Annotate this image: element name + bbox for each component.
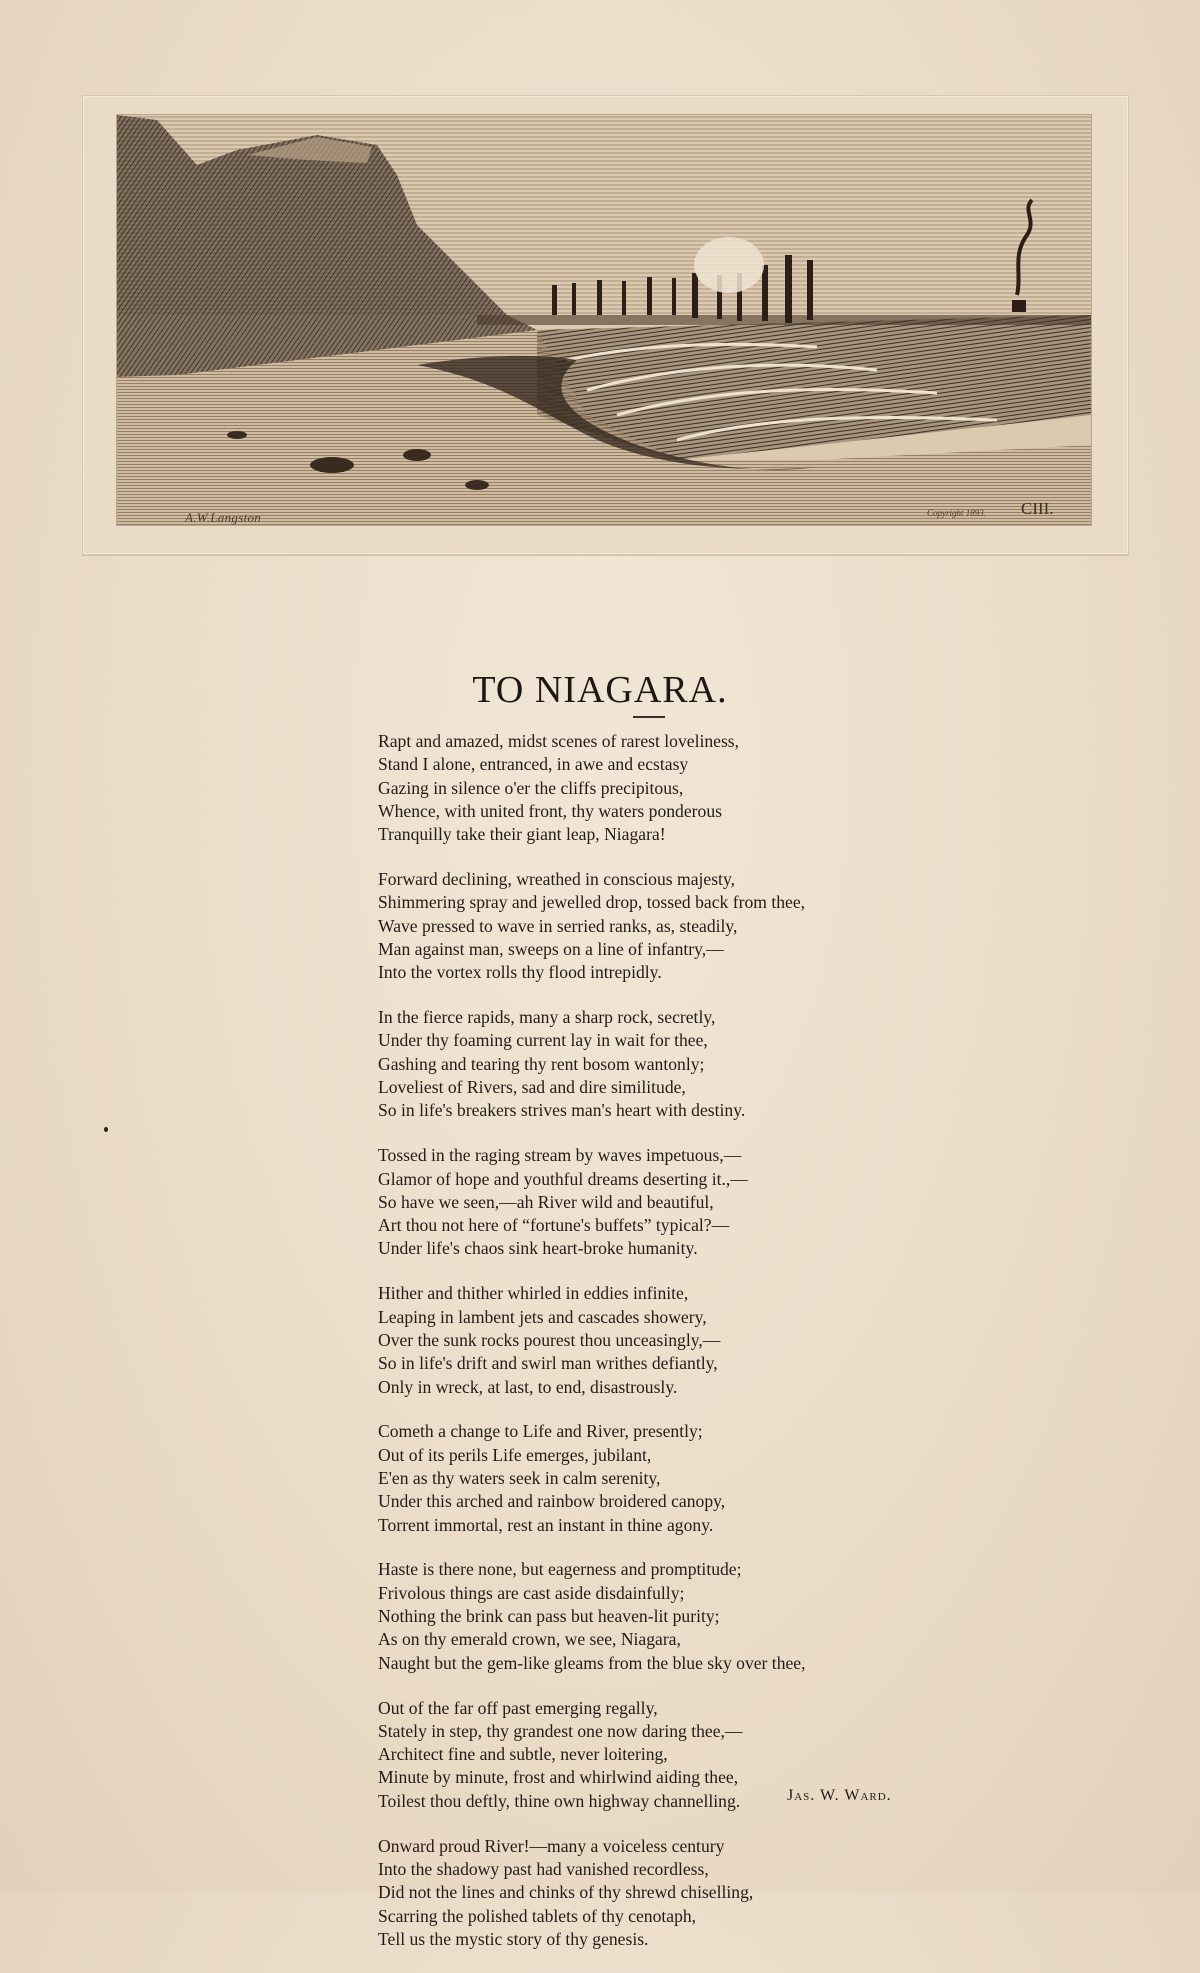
poem-line: Rapt and amazed, midst scenes of rarest loveliness, (378, 731, 740, 751)
poem-line: Loveliest of Rivers, sad and dire similitude, (378, 1077, 686, 1098)
stanza (378, 1835, 918, 1951)
poem-line: Under thy foaming current lay in wait for thee, (378, 1030, 708, 1051)
poem-line: Under this arched and rainbow broidered canopy, (378, 1491, 726, 1512)
poem-line: Gazing in silence o'er the cliffs precipitous, (378, 777, 684, 798)
poem-line: Scarring the polished tablets of thy cenotaph, (378, 1905, 697, 1926)
poem-line: Tranquilly take their giant leap, Niagara! (378, 824, 666, 845)
poem-line: Stately in step, thy grandest one now daring thee,— (378, 1720, 743, 1741)
poem-line: Onward proud River!—many a voiceless century (378, 1835, 725, 1856)
poem-line: As on thy emerald crown, we see, Niagara, (378, 1629, 681, 1650)
stanza (378, 1558, 918, 1674)
paper-blemish (104, 1127, 108, 1132)
poem-line: Out of the far off past emerging regally, (378, 1697, 658, 1718)
stanza (378, 730, 918, 846)
poem-line: E'en as thy waters seek in calm serenity, (378, 1467, 661, 1488)
poem-line: Wave pressed to wave in serried ranks, as, steadily, (378, 915, 738, 936)
poem-line: Cometh a change to Life and River, presently; (378, 1421, 703, 1442)
poem-line: Naught but the gem-like gleams from the blue sky over thee, (378, 1652, 806, 1673)
poem-line: Did not the lines and chinks of thy shrewd chiselling, (378, 1882, 754, 1903)
poem-line: So in life's breakers strives man's heart with destiny. (378, 1100, 746, 1121)
copyright-mark: Copyright 1893. (927, 508, 987, 518)
poem-line: Frivolous things are cast aside disdainfully; (378, 1582, 685, 1603)
stanza (378, 1006, 918, 1122)
poem-title: TO NIAGARA. (472, 669, 728, 711)
poem-line: Nothing the brink can pass but heaven-lit purity; (378, 1606, 720, 1627)
poem-line: In the fierce rapids, many a sharp rock, secretly, (378, 1007, 716, 1028)
poem-line: Tell us the mystic story of thy genesis. (378, 1928, 649, 1949)
poem-line: Under life's chaos sink heart-broke humanity. (378, 1238, 698, 1259)
stanza (378, 1282, 918, 1398)
etching-illustration (116, 114, 1092, 526)
title-rule (633, 716, 665, 718)
poem-line: Whence, with united front, thy waters ponderous (378, 800, 722, 821)
stanza (378, 1420, 918, 1536)
poem-line: Minute by minute, frost and whirlwind aiding thee, (378, 1767, 739, 1788)
poem-line: Tossed in the raging stream by waves impetuous,— (378, 1145, 742, 1166)
poem-line: Art thou not here of “fortune's buffets” typical?— (378, 1215, 730, 1236)
poem-line: Stand I alone, entranced, in awe and ecstasy (378, 754, 689, 775)
poem-line: Gashing and tearing thy rent bosom wantonly; (378, 1053, 705, 1074)
poem-line: Glamor of hope and youthful dreams deserting it.,— (378, 1168, 748, 1189)
poem-line: Only in wreck, at last, to end, disastrously. (378, 1376, 678, 1397)
poem-line: Architect fine and subtle, never loitering, (378, 1744, 668, 1765)
stanza (378, 1144, 918, 1260)
poem-line: Leaping in lambent jets and cascades showery, (378, 1306, 707, 1327)
poem-line: So in life's drift and swirl man writhes defiantly, (378, 1353, 718, 1374)
poem-line: Torrent immortal, rest an instant in thine agony. (378, 1514, 714, 1535)
poem-line: Forward declining, wreathed in conscious majesty, (378, 869, 735, 890)
poem-line: So have we seen,—ah River wild and beautiful, (378, 1191, 714, 1212)
poem-line: Into the shadowy past had vanished recordless, (378, 1858, 709, 1879)
poem-line: Out of its perils Life emerges, jubilant, (378, 1444, 652, 1465)
poem-line: Haste is there none, but eagerness and promptitude; (378, 1559, 742, 1580)
poem-line: Hither and thither whirled in eddies infinite, (378, 1283, 689, 1304)
artist-signature: A.W.Langston (185, 510, 262, 525)
poem-line: Man against man, sweeps on a line of infantry,— (378, 938, 724, 959)
poem-line: Toilest thou deftly, thine own highway channelling. (378, 1790, 741, 1811)
poem-line: Shimmering spray and jewelled drop, tossed back from thee, (378, 892, 806, 913)
stanza (378, 868, 918, 984)
poem-line: Into the vortex rolls thy flood intrepidly. (378, 962, 662, 983)
plate-number: CIII. (1021, 499, 1054, 518)
author-signature: Jas. W. Ward. (787, 1787, 892, 1804)
poem-line: Over the sunk rocks pourest thou unceasingly,— (378, 1329, 721, 1350)
niagara-shore-etching (117, 115, 1091, 525)
